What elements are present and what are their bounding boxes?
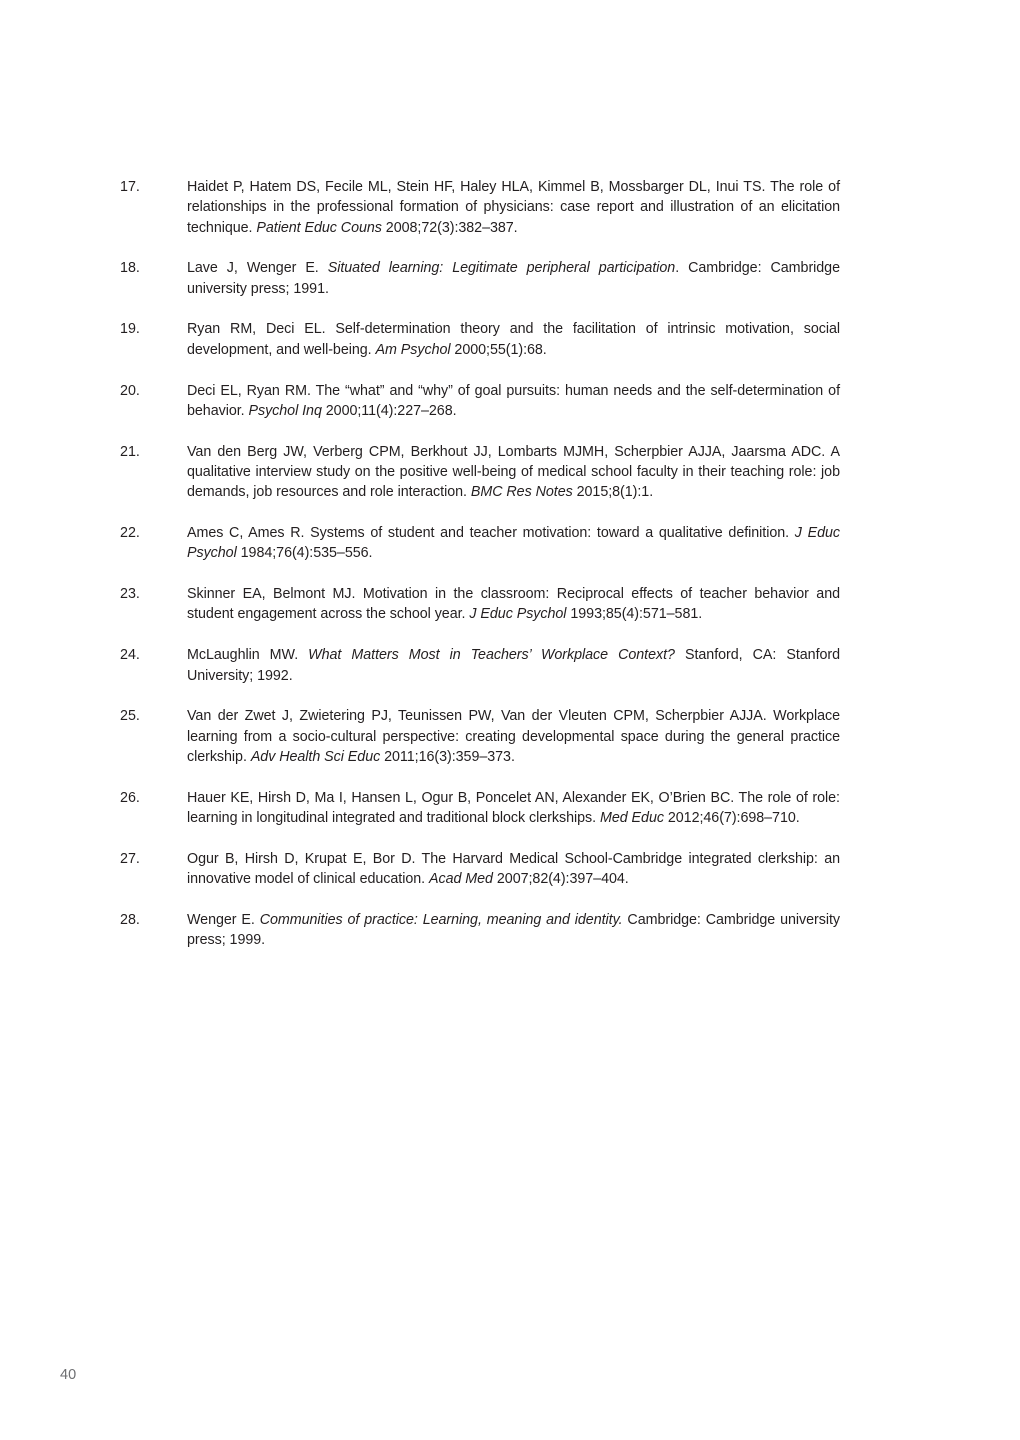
reference-number: 22. bbox=[120, 525, 140, 542]
reference-text-part: 1993;85(4):571–581. bbox=[566, 606, 703, 623]
reference-number: 24. bbox=[120, 647, 140, 664]
reference-text-part: McLaughlin MW. bbox=[187, 647, 309, 664]
reference-text-part: 2007;82(4):397–404. bbox=[492, 871, 629, 888]
reference-text bbox=[187, 258, 840, 299]
reference-item bbox=[120, 523, 840, 564]
reference-text-part: Deci EL, Ryan RM. The “what” and “why” of goal pursuits: human needs and the self-determination of behavior. bbox=[187, 382, 840, 419]
reference-text bbox=[187, 523, 840, 564]
journal-name: J Educ Psychol bbox=[469, 606, 567, 623]
reference-text bbox=[187, 442, 840, 503]
journal-name: Patient Educ Couns bbox=[256, 219, 382, 236]
reference-text-part: Ryan RM, Deci EL. Self-determination theory and the facilitation of intrinsic motivation, social development, and well-being. bbox=[187, 321, 840, 358]
reference-number: 27. bbox=[120, 850, 140, 867]
page-number: 40 bbox=[60, 1367, 77, 1383]
reference-item bbox=[120, 319, 840, 360]
reference-text-part: Wenger E. bbox=[187, 911, 260, 928]
journal-name: Am Psychol bbox=[375, 341, 451, 358]
reference-text-part: 2000;55(1):68. bbox=[450, 341, 547, 358]
journal-name: Psychol Inq bbox=[248, 402, 322, 419]
reference-text bbox=[187, 706, 840, 767]
reference-text bbox=[187, 584, 840, 625]
reference-text-part: 2008;72(3):382–387. bbox=[381, 219, 518, 236]
reference-number: 28. bbox=[120, 911, 140, 928]
reference-text bbox=[187, 849, 840, 890]
reference-text-part: Ogur B, Hirsh D, Krupat E, Bor D. The Harvard Medical School-Cambridge integrated clerkship: an innovative model of clinical education. bbox=[187, 850, 840, 888]
reference-text bbox=[187, 319, 840, 360]
reference-number: 23. bbox=[120, 586, 140, 603]
reference-text-part: Haidet P, Hatem DS, Fecile ML, Stein HF, Haley HLA, Kimmel B, Mossbarger DL, Inui TS. The role of relationships in the professional formation of physicians: case report and illustration of an elicitation technique. bbox=[187, 179, 840, 236]
reference-item bbox=[120, 706, 840, 767]
reference-text-part: Stanford, CA: Stanford University; 1992. bbox=[187, 647, 841, 684]
reference-text-part: Skinner EA, Belmont MJ. Motivation in the classroom: Reciprocal effects of teacher behavior and student engagement across the school year. bbox=[187, 586, 840, 623]
reference-text-part: Cambridge: Cambridge university press; 1999. bbox=[187, 911, 840, 949]
reference-item bbox=[120, 788, 840, 829]
reference-item bbox=[120, 584, 840, 625]
reference-text bbox=[187, 910, 840, 951]
reference-number: 19. bbox=[120, 321, 140, 338]
reference-number: 20. bbox=[120, 382, 140, 399]
reference-number: 21. bbox=[120, 443, 140, 460]
reference-number: 26. bbox=[120, 789, 140, 806]
reference-text-part: 2012;46(7):698–710. bbox=[663, 810, 800, 827]
reference-text-part: 2011;16(3):359–373. bbox=[380, 748, 515, 765]
book-title: Situated learning: Legitimate peripheral participation bbox=[327, 260, 676, 277]
reference-text bbox=[187, 381, 840, 422]
reference-item bbox=[120, 442, 840, 503]
reference-number: 25. bbox=[120, 708, 140, 725]
reference-text bbox=[187, 788, 840, 829]
reference-item bbox=[120, 177, 840, 238]
reference-number: 18. bbox=[120, 260, 140, 277]
book-title: What Matters Most in Teachers’ Workplace Context? bbox=[308, 647, 675, 664]
reference-text-part: . Cambridge: Cambridge university press; 1991. bbox=[187, 260, 840, 297]
reference-item bbox=[120, 849, 840, 890]
journal-name: Med Educ bbox=[599, 810, 664, 827]
reference-text bbox=[187, 177, 840, 238]
journal-name: J Educ Psychol bbox=[187, 525, 840, 562]
journal-name: BMC Res Notes bbox=[470, 484, 573, 501]
reference-text-part: Hauer KE, Hirsh D, Ma I, Hansen L, Ogur B, Poncelet AN, Alexander EK, O’Brien BC. The role of role: learning in longitudinal integrated and traditional block clerkships. bbox=[187, 789, 840, 827]
journal-name: Adv Health Sci Educ bbox=[250, 748, 381, 765]
reference-text-part: Van der Zwet J, Zwietering PJ, Teunissen PW, Van der Vleuten CPM, Scherpbier AJJA. Workplace learning from a socio-cultural perspective: creating developmental space during the general practice clerkship. bbox=[187, 708, 840, 765]
book-title: Communities of practice: Learning, meaning and identity. bbox=[259, 911, 623, 928]
reference-text-part: 2015;8(1):1. bbox=[572, 484, 654, 501]
journal-name: Acad Med bbox=[428, 871, 493, 888]
reference-number: 17. bbox=[120, 179, 140, 195]
reference-text-part: 2000;11(4):227–268. bbox=[321, 402, 457, 419]
reference-text-part: 1984;76(4):535–556. bbox=[236, 545, 373, 562]
reference-text-part: Ames C, Ames R. Systems of student and teacher motivation: toward a qualitative definition. bbox=[187, 525, 795, 542]
reference-item bbox=[120, 645, 840, 686]
reference-item bbox=[120, 381, 840, 422]
reference-list bbox=[120, 177, 840, 971]
reference-text-part: Lave J, Wenger E. bbox=[187, 260, 328, 277]
reference-text bbox=[187, 645, 840, 686]
reference-text-part: Van den Berg JW, Verberg CPM, Berkhout JJ, Lombarts MJMH, Scherpbier AJJA, Jaarsma ADC. A qualitative interview study on the positive well-being of medical school faculty in their teaching role: job demands, job resources and role interaction. bbox=[187, 443, 840, 501]
reference-item bbox=[120, 258, 840, 299]
reference-item bbox=[120, 910, 840, 951]
